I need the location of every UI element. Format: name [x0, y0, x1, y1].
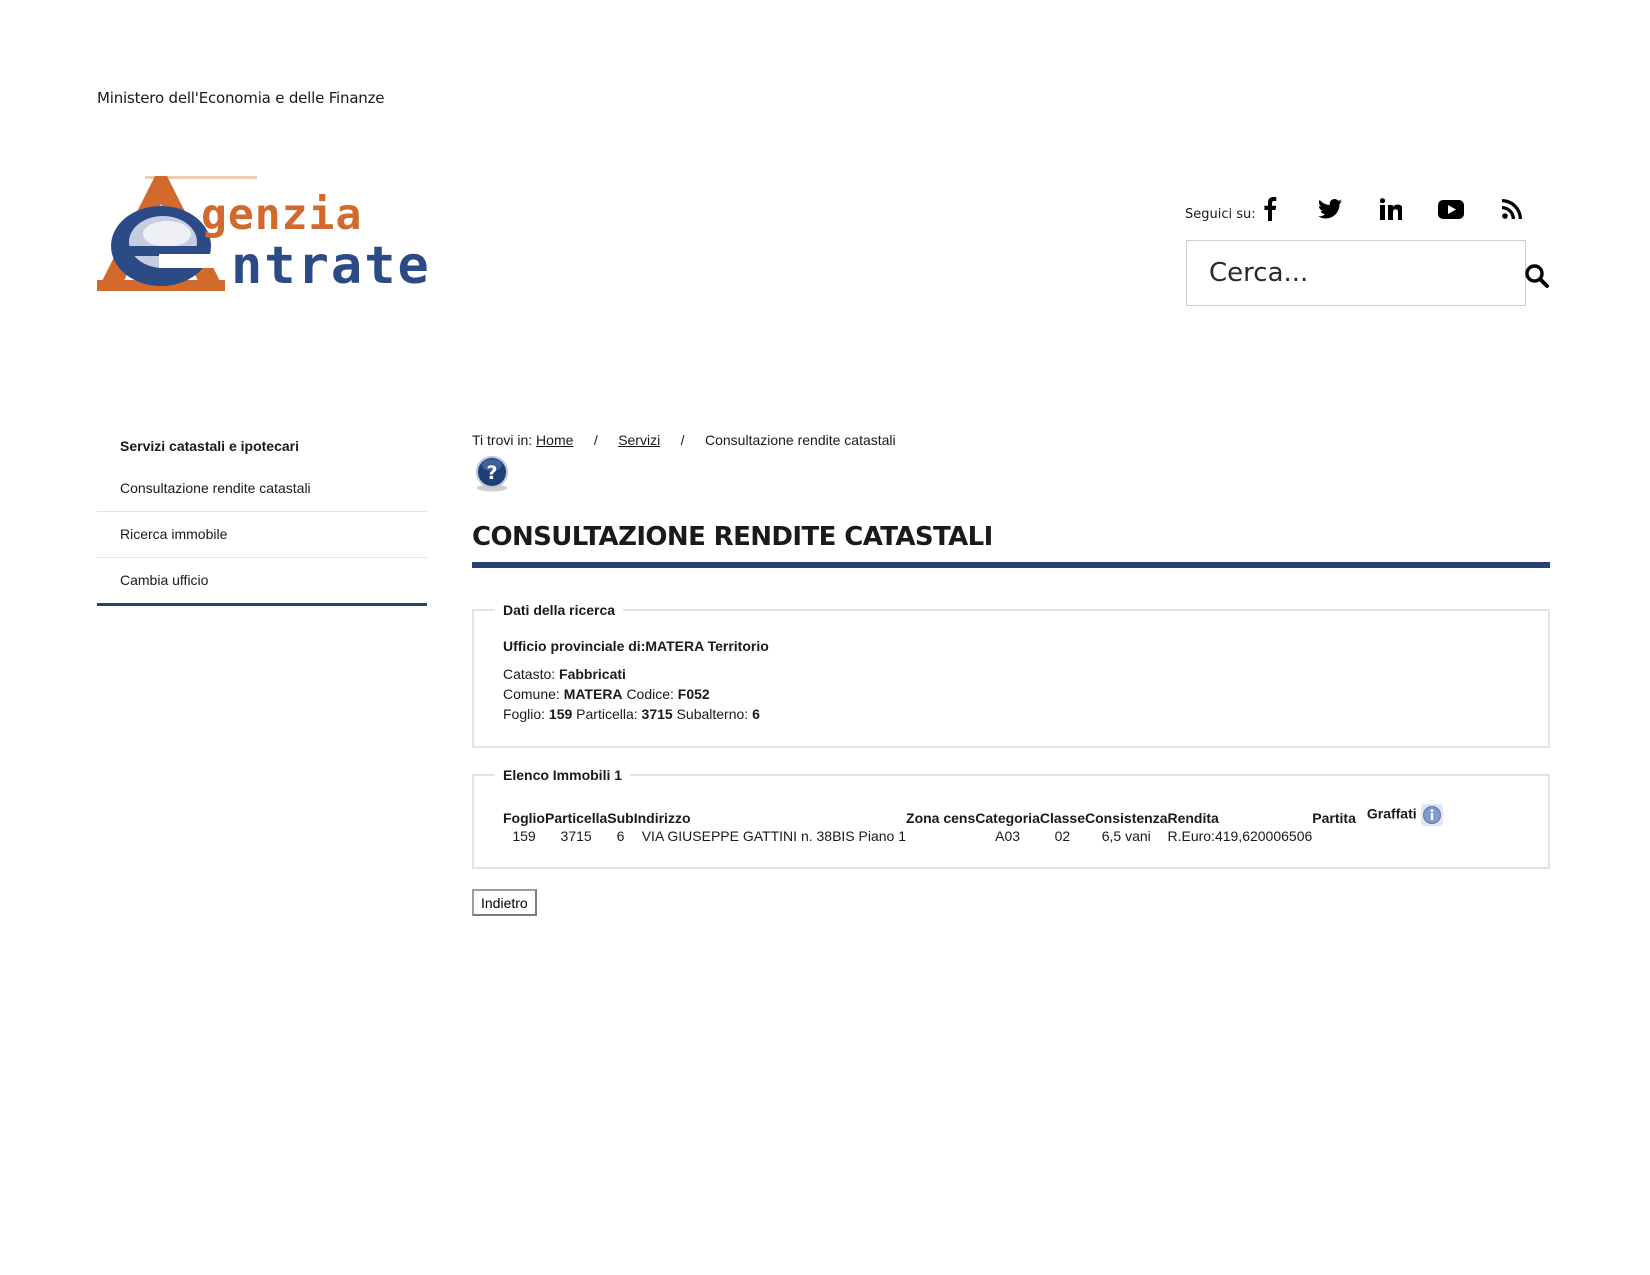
property-list-panel — [472, 767, 1550, 869]
table-header-row — [503, 804, 1443, 826]
search-box — [1186, 240, 1526, 306]
ministry-name[interactable]: Ministero dell'Economia e delle Finanze — [97, 89, 385, 107]
property-list-legend: Elenco Immobili 1 — [503, 767, 623, 783]
col-rendita: Rendita — [1167, 810, 1219, 826]
breadcrumb-home-link[interactable]: Home — [536, 432, 574, 448]
breadcrumb — [472, 432, 1550, 448]
svg-text:?: ? — [486, 462, 498, 484]
sidebar-item-ricerca-immobile[interactable]: Ricerca immobile — [97, 512, 427, 558]
cell-particella: 3715 — [560, 828, 592, 844]
col-graffati — [1367, 804, 1443, 826]
breadcrumb-current: Consultazione rendite catastali — [704, 432, 896, 448]
main-content — [472, 432, 1550, 911]
table-row — [503, 826, 1443, 844]
catasto-line: Catasto: Fabbricati — [503, 666, 626, 682]
agenzia-entrate-logo[interactable] — [97, 176, 487, 294]
col-zona-cens: Zona cens — [906, 810, 976, 826]
sidebar-title: Servizi catastali e ipotecari — [120, 438, 299, 454]
ufficio-label: Ufficio provinciale di:MATERA Territorio — [503, 638, 769, 654]
cell-foglio: 159 — [512, 828, 536, 844]
cell-consistenza: 6,5 vani — [1101, 828, 1151, 844]
cell-zona-cens — [906, 826, 975, 844]
back-button[interactable]: Indietro — [472, 889, 537, 916]
foglio-line: Foglio: 159 Particella: 3715 Subalterno: 6 — [503, 706, 760, 722]
col-foglio: Foglio — [503, 810, 545, 826]
cell-rendita: R.Euro:419,620006506 — [1167, 828, 1313, 844]
col-indirizzo: Indirizzo — [633, 810, 691, 826]
col-particella: Particella — [545, 810, 608, 826]
logo-text-ntrate: ntrate — [231, 236, 431, 296]
breadcrumb-servizi-link[interactable]: Servizi — [618, 432, 661, 448]
property-table — [503, 804, 1443, 844]
col-graffati-label: Graffati — [1366, 805, 1417, 822]
search-data-panel — [472, 602, 1550, 748]
info-icon[interactable] — [1421, 804, 1443, 826]
sidebar-item-cambia-ufficio[interactable]: Cambia ufficio — [97, 558, 427, 606]
comune-line: Comune: MATERA Codice: F052 — [503, 686, 710, 702]
youtube-icon[interactable] — [1437, 195, 1465, 223]
social-label: Seguici su: — [1185, 207, 1256, 222]
twitter-icon[interactable] — [1316, 195, 1344, 223]
cell-graffati — [1367, 826, 1443, 844]
facebook-icon[interactable] — [1256, 195, 1284, 223]
breadcrumb-prefix: Ti trovi in: — [472, 432, 533, 448]
cell-partita — [1312, 826, 1367, 844]
breadcrumb-separator: / — [593, 432, 598, 448]
col-classe: Classe — [1039, 810, 1086, 826]
rss-icon[interactable] — [1498, 195, 1526, 223]
sidebar — [97, 424, 427, 606]
search-input[interactable] — [1187, 241, 1525, 305]
logo-text-genzia: genzia — [201, 190, 363, 240]
cell-indirizzo: VIA GIUSEPPE GATTINI n. 38BIS Piano 1 — [641, 828, 907, 844]
cell-classe: 02 — [1054, 828, 1071, 844]
search-data-legend: Dati della ricerca — [503, 602, 616, 618]
search-icon[interactable] — [1524, 263, 1550, 289]
col-consistenza: Consistenza — [1085, 810, 1168, 826]
col-categoria: Categoria — [975, 810, 1040, 826]
help-icon[interactable] — [473, 455, 511, 493]
col-sub: Sub — [607, 810, 634, 826]
cell-sub: 6 — [616, 828, 625, 844]
sidebar-item-consultazione-rendite[interactable]: Consultazione rendite catastali — [97, 466, 427, 512]
breadcrumb-separator: / — [680, 432, 685, 448]
page-title: CONSULTAZIONE RENDITE CATASTALI — [472, 522, 1550, 568]
col-partita: Partita — [1312, 810, 1356, 826]
linkedin-icon[interactable] — [1377, 195, 1405, 223]
cell-categoria: A03 — [995, 828, 1021, 844]
